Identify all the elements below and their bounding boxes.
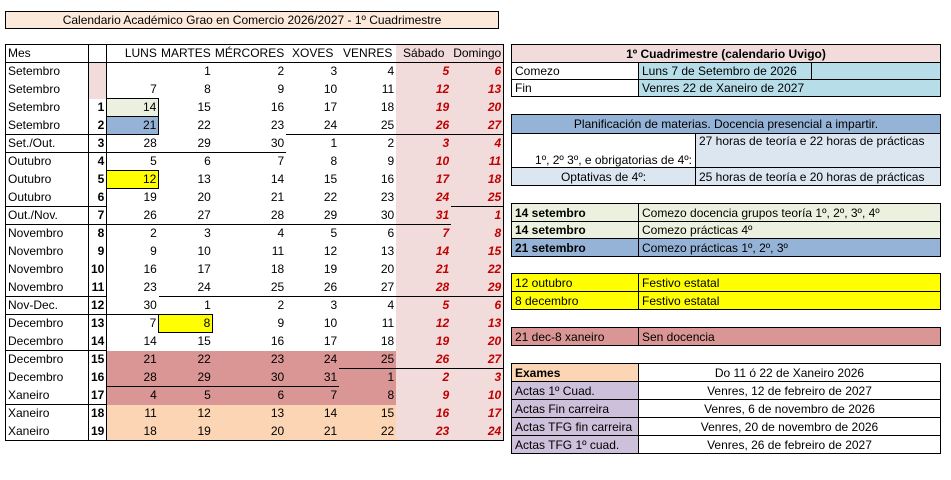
month-label: Set./Out. — [6, 135, 89, 153]
calendar-week-row — [6, 423, 504, 441]
festivo-desc-1: Festivo estatal — [639, 274, 941, 292]
day-cell: 22 — [159, 351, 213, 369]
weekend-day-cell: 19 — [396, 333, 451, 351]
day-cell: 12 — [107, 171, 159, 189]
day-cell — [107, 63, 159, 81]
week-number: 4 — [89, 153, 107, 171]
week-number: 17 — [89, 387, 107, 405]
calendar-week-row — [6, 135, 504, 153]
week-number — [89, 81, 107, 99]
day-cell: 6 — [213, 387, 286, 405]
month-label: Out./Nov. — [6, 207, 89, 225]
weekend-day-cell: 31 — [396, 207, 451, 225]
day-cell: 28 — [107, 135, 159, 153]
month-label: Xaneiro — [6, 423, 89, 441]
comezo-date-2: 14 setembro — [512, 222, 639, 239]
day-cell: 15 — [339, 405, 396, 423]
day-cell: 27 — [339, 279, 396, 297]
calendar-week-row — [6, 315, 504, 333]
calendar-table — [5, 44, 504, 441]
day-cell: 8 — [204, 82, 211, 96]
day-cell: 1 — [339, 369, 396, 387]
weekend-day-cell: 27 — [451, 351, 504, 369]
day-cell: 22 — [197, 118, 211, 132]
day-cell: 20 — [213, 423, 286, 441]
calendar-week-row — [6, 405, 504, 423]
day-cell: 26 — [286, 279, 339, 297]
weekend-day-cell: 12 — [396, 315, 451, 333]
calendar-title: Calendario Académico Grao en Comercio 2026/2027 - 1º Cuadrimestre — [5, 11, 499, 29]
day-cell: 7 — [149, 316, 157, 331]
festivo-date-1: 12 outubro — [512, 274, 639, 292]
day-cell: 3 — [204, 226, 211, 241]
day-cell: 25 — [213, 279, 286, 297]
day-cell: 29 — [159, 369, 213, 387]
weekend-day-cell: 27 — [451, 117, 504, 135]
day-cell: 11 — [381, 316, 395, 330]
calendar-header-cell: LUNS — [107, 45, 159, 63]
week-number: 10 — [89, 261, 107, 279]
day-cell: 19 — [323, 262, 338, 276]
week-number: 3 — [89, 135, 107, 153]
calendar-header-cell — [89, 45, 107, 63]
weekend-day-cell: 24 — [451, 423, 504, 441]
week-number: 8 — [89, 225, 107, 243]
actas-value-1: Venres, 12 de febreiro de 2027 — [639, 382, 941, 400]
day-cell: 18 — [380, 100, 395, 114]
day-cell: 15 — [323, 172, 338, 186]
calendar-week-row — [6, 171, 504, 189]
comezo-desc-1: Comezo docencia grupos teoría 1º, 2º, 3º, 4º — [639, 204, 941, 222]
day-cell: 24 — [159, 279, 213, 297]
month-label: Outubro — [6, 189, 89, 207]
day-cell: 9 — [277, 316, 285, 330]
day-cell: 21 — [107, 351, 159, 369]
month-label: Setembro — [6, 81, 89, 99]
day-cell: 4 — [387, 298, 395, 313]
calendar-week-row — [6, 351, 504, 369]
fin-label: Fin — [512, 80, 639, 97]
weekend-day-cell: 24 — [396, 189, 451, 207]
weekend-day-cell: 6 — [451, 63, 504, 81]
weekend-day-cell: 3 — [396, 135, 451, 153]
comezo-date-1: 14 setembro — [512, 204, 639, 222]
weekend-day-cell: 29 — [451, 279, 504, 297]
day-cell: 16 — [380, 172, 395, 186]
calendar-week-row — [6, 333, 504, 351]
weekend-day-cell: 4 — [451, 135, 504, 153]
day-cell: 30 — [339, 207, 396, 225]
day-cell: 2 — [387, 136, 395, 151]
calendar-header-cell: Mes — [6, 45, 89, 63]
day-cell: 22 — [323, 190, 338, 204]
day-cell: 22 — [339, 423, 396, 441]
actas-label-2: Actas Fin carreira — [512, 400, 639, 418]
week-number: 11 — [89, 279, 107, 297]
calendar-week-row — [6, 243, 504, 261]
day-cell: 14 — [107, 99, 159, 117]
month-label: Novembro — [6, 243, 89, 261]
week-number: 15 — [89, 351, 107, 369]
day-cell: 23 — [143, 280, 157, 294]
planificacion-header: Planificación de materias. Docencia presencial a impartir. — [512, 115, 941, 134]
fin-value: Venres 22 de Xaneiro de 2027 — [639, 80, 941, 97]
weekend-day-cell: 17 — [396, 171, 451, 189]
festivos-table — [511, 273, 941, 310]
planificacion-table — [511, 114, 941, 186]
day-cell: 2 — [277, 298, 285, 313]
day-cell: 14 — [286, 405, 339, 423]
day-cell: 10 — [323, 82, 338, 96]
day-cell: 19 — [143, 190, 157, 205]
comezo-docencia-table — [511, 203, 941, 257]
day-cell: 14 — [270, 172, 285, 186]
sen-docencia-desc: Sen docencia — [639, 328, 941, 346]
sen-docencia-date: 21 dec-8 xaneiro — [512, 328, 639, 346]
day-cell: 7 — [277, 154, 285, 169]
day-cell: 15 — [197, 334, 211, 349]
month-label: Xaneiro — [6, 405, 89, 423]
calendar-week-row — [6, 279, 504, 297]
weekend-day-cell: 5 — [396, 297, 451, 315]
plan-label-2: Optativas de 4º: — [512, 168, 696, 186]
day-cell: 14 — [143, 334, 157, 348]
calendar-week-row — [6, 297, 504, 315]
actas-label-1: Actas 1º Cuad. — [512, 382, 639, 400]
day-cell: 28 — [213, 207, 286, 225]
month-label: Novembro — [6, 261, 89, 279]
cuadrimestre-table — [511, 44, 941, 97]
day-cell: 24 — [286, 117, 339, 135]
week-number: 16 — [89, 369, 107, 387]
month-label: Decembro — [6, 315, 89, 333]
calendar-week-row — [6, 207, 504, 225]
calendar-header-cell: MÉRCORES — [213, 45, 286, 63]
day-cell: 17 — [323, 100, 338, 114]
month-label: Decembro — [6, 333, 89, 351]
comezo-value: Luns 7 de Setembro de 2026 — [639, 63, 812, 80]
weekend-day-cell: 12 — [396, 81, 451, 99]
day-cell: 4 — [387, 64, 395, 79]
month-label: Xaneiro — [6, 387, 89, 405]
actas-label-3: Actas TFG fin carreira — [512, 418, 639, 436]
day-cell: 4 — [277, 226, 285, 241]
day-cell: 13 — [197, 172, 211, 186]
month-label: Setembro — [6, 99, 89, 117]
weekend-day-cell: 20 — [451, 333, 504, 351]
weekend-day-cell: 11 — [451, 153, 504, 171]
week-number: 14 — [89, 333, 107, 351]
calendar-week-row — [6, 189, 504, 207]
day-cell: 1 — [204, 298, 211, 312]
day-cell: 19 — [159, 423, 213, 441]
calendar-week-row — [6, 63, 504, 81]
weekend-day-cell: 18 — [451, 171, 504, 189]
day-cell: 23 — [380, 190, 395, 204]
month-label: Setembro — [6, 63, 89, 81]
day-cell: 10 — [323, 316, 338, 330]
comezo-label: Comezo — [512, 63, 639, 80]
calendar-week-row — [6, 117, 504, 135]
weekend-day-cell: 2 — [396, 369, 451, 387]
day-cell: 13 — [213, 405, 286, 423]
day-cell: 12 — [323, 244, 338, 258]
week-number: 9 — [89, 243, 107, 261]
calendar-header-row — [6, 45, 504, 63]
day-cell: 10 — [197, 244, 211, 258]
calendar-week-row — [6, 387, 504, 405]
day-cell: 18 — [270, 262, 285, 276]
day-cell: 16 — [270, 334, 285, 348]
day-cell: 27 — [159, 207, 213, 225]
calendar-header-cell: MARTES — [159, 45, 213, 63]
day-cell: 9 — [277, 82, 285, 96]
month-label: Outubro — [6, 171, 89, 189]
calendar-header-cell: XOVES — [286, 45, 339, 63]
calendar-week-row — [6, 225, 504, 243]
weekend-day-cell: 13 — [451, 315, 504, 333]
day-cell: 21 — [270, 190, 285, 204]
day-cell: 30 — [107, 297, 159, 315]
comezo-desc-3: Comezo prácticas 1º, 2º, 3º — [639, 239, 941, 257]
day-cell: 8 — [330, 154, 338, 168]
week-number: 6 — [89, 189, 107, 207]
day-cell: 6 — [204, 154, 211, 169]
weekend-day-cell: 26 — [396, 351, 451, 369]
day-cell: 5 — [330, 226, 338, 241]
day-cell: 6 — [387, 226, 395, 241]
weekend-day-cell: 9 — [396, 387, 451, 405]
day-cell: 2 — [150, 226, 157, 241]
month-label: Setembro — [6, 117, 89, 135]
sen-docencia-table — [511, 327, 941, 346]
calendar-week-row — [6, 261, 504, 279]
day-cell: 1 — [330, 136, 338, 151]
day-cell: 2 — [277, 64, 285, 79]
week-number: 18 — [89, 405, 107, 423]
weekend-day-cell: 28 — [396, 279, 451, 297]
day-cell: 20 — [380, 262, 395, 276]
day-cell: 25 — [339, 351, 396, 369]
weekend-day-cell: 16 — [396, 405, 451, 423]
weekend-day-cell: 25 — [451, 189, 504, 207]
weekend-day-cell: 8 — [451, 225, 504, 243]
week-number: 12 — [89, 297, 107, 315]
actas-label-4: Actas TFG 1º cuad. — [512, 436, 639, 454]
weekend-day-cell: 14 — [396, 243, 451, 261]
weekend-day-cell: 23 — [396, 423, 451, 441]
day-cell: 18 — [380, 334, 395, 348]
day-cell: 3 — [330, 298, 338, 313]
day-cell: 30 — [213, 369, 286, 387]
actas-value-4: Venres, 26 de febreiro de 2027 — [639, 436, 941, 454]
month-label: Novembro — [6, 225, 89, 243]
day-cell: 1 — [204, 64, 211, 79]
calendar-header-cell: Sábado — [396, 45, 451, 63]
month-label: Decembro — [6, 351, 89, 369]
month-label: Novembro — [6, 279, 89, 297]
festivo-desc-2: Festivo estatal — [639, 292, 941, 310]
calendar-week-row — [6, 369, 504, 387]
weekend-day-cell: 7 — [396, 225, 451, 243]
month-label: Outubro — [6, 153, 89, 171]
day-cell: 8 — [159, 315, 213, 333]
day-cell: 7 — [150, 81, 157, 96]
calendar-header-cell: VENRES — [339, 45, 396, 63]
exames-label: Exames — [512, 364, 639, 382]
week-number: 2 — [89, 117, 107, 135]
day-cell: 21 — [107, 117, 159, 135]
day-cell: 28 — [107, 369, 159, 387]
day-cell: 31 — [286, 369, 339, 387]
day-cell: 11 — [381, 82, 395, 96]
actas-value-3: Venres, 20 de novembro de 2026 — [639, 418, 941, 436]
day-cell: 18 — [107, 423, 159, 441]
week-number: 19 — [89, 423, 107, 441]
day-cell: 16 — [143, 262, 157, 276]
day-cell: 4 — [107, 387, 159, 405]
day-cell: 11 — [107, 405, 159, 423]
weekend-day-cell: 10 — [451, 387, 504, 405]
day-cell: 8 — [339, 387, 396, 405]
day-cell: 5 — [150, 154, 157, 168]
day-cell: 15 — [197, 100, 211, 114]
day-cell: 25 — [339, 117, 396, 135]
day-cell: 13 — [380, 244, 395, 258]
weekend-day-cell: 26 — [396, 117, 451, 135]
month-label: Nov-Dec. — [6, 297, 89, 315]
festivo-date-2: 8 decembro — [512, 292, 639, 310]
weekend-day-cell: 20 — [451, 99, 504, 117]
weekend-day-cell: 13 — [451, 81, 504, 99]
day-cell: 29 — [286, 207, 339, 225]
day-cell: 21 — [286, 423, 339, 441]
day-cell: 30 — [213, 135, 286, 153]
month-label: Decembro — [6, 369, 89, 387]
day-cell: 12 — [159, 405, 213, 423]
day-cell: 3 — [330, 64, 338, 79]
week-number: 1 — [89, 99, 107, 117]
cuadrimestre-header: 1º Cuadrimestre (calendario Uvigo) — [512, 45, 941, 63]
day-cell: 24 — [286, 351, 339, 369]
day-cell: 20 — [197, 190, 211, 204]
weekend-day-cell: 17 — [451, 405, 504, 423]
exames-table — [511, 363, 941, 454]
week-number — [89, 63, 107, 81]
comezo-date-3: 21 setembro — [512, 239, 639, 257]
weekend-day-cell: 22 — [451, 261, 504, 279]
weekend-day-cell: 6 — [451, 297, 504, 315]
comezo-desc-2: Comezo prácticas 4º — [639, 222, 941, 239]
day-cell: 9 — [150, 244, 157, 258]
plan-label-1: 1º, 2º 3º, e obrigatorias de 4º: — [512, 134, 696, 168]
plan-value-1: 27 horas de teoría e 22 horas de prácticas — [696, 134, 941, 168]
calendar-week-row — [6, 99, 504, 117]
plan-value-2: 25 horas de teoría e 20 horas de prácticas — [696, 168, 941, 186]
weekend-day-cell: 21 — [396, 261, 451, 279]
day-cell: 17 — [197, 262, 211, 276]
weekend-day-cell: 19 — [396, 99, 451, 117]
week-number: 13 — [89, 315, 107, 333]
weekend-day-cell: 5 — [396, 63, 451, 81]
day-cell: 17 — [323, 334, 338, 348]
actas-value-2: Venres, 6 de novembro de 2026 — [639, 400, 941, 418]
day-cell: 9 — [387, 154, 395, 168]
weekend-day-cell: 15 — [451, 243, 504, 261]
day-cell: 7 — [286, 387, 339, 405]
exames-value: Do 11 ó 22 de Xaneiro 2026 — [639, 364, 941, 382]
calendar-week-row — [6, 81, 504, 99]
day-cell: 23 — [270, 118, 285, 132]
weekend-day-cell: 1 — [451, 207, 504, 225]
calendar-header-cell: Domingo — [451, 45, 504, 63]
day-cell: 11 — [271, 244, 285, 258]
weekend-day-cell: 10 — [396, 153, 451, 171]
week-number: 5 — [89, 171, 107, 189]
calendar-week-row — [6, 153, 504, 171]
day-cell: 5 — [159, 387, 213, 405]
day-cell: 23 — [213, 351, 286, 369]
day-cell: 29 — [159, 135, 213, 153]
week-number: 7 — [89, 207, 107, 225]
day-cell: 26 — [107, 207, 159, 225]
day-cell: 16 — [270, 100, 285, 114]
weekend-day-cell: 3 — [451, 369, 504, 387]
